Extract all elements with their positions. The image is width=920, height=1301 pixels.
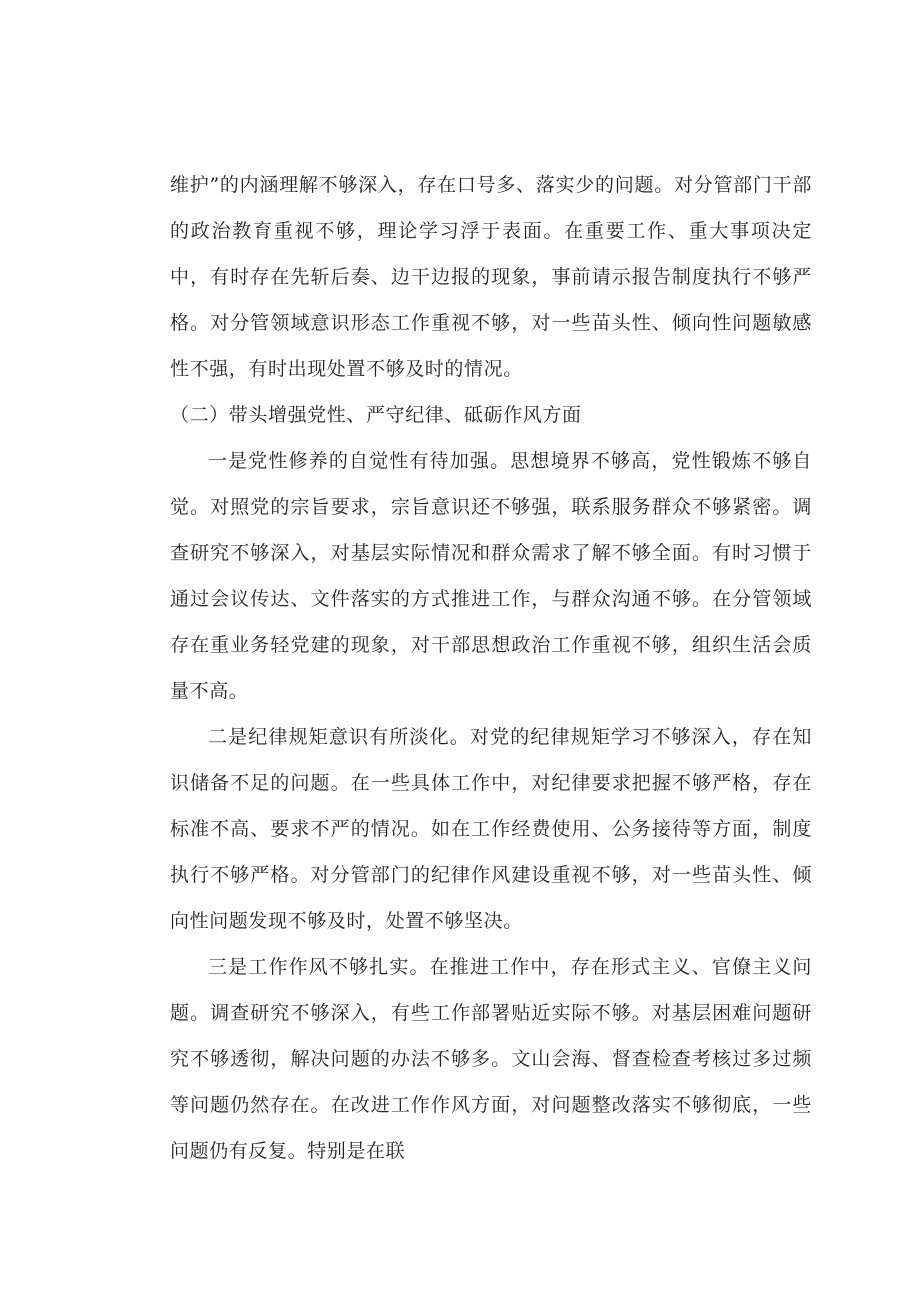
paragraph-work-style: 三是工作作风不够扎实。在推进工作中，存在形式主义、官僚主义问题。调查研究不够深入，有些工作部署贴近实际不够。对基层困难问题研究不够透彻，解决问题的办法不够多。文山会海、督查检查考核过多过频等问题仍然存在。在改进工作作风方面，对问题整改落实不够彻底，一些问题仍有反复。特别是在联 — [170, 956, 812, 1162]
paragraph-discipline: 二是纪律规矩意识有所淡化。对党的纪律规矩学习不够深入，存在知识储备不足的问题。在一些具体工作中，对纪律要求把握不够严格，存在标准不高、要求不严的情况。如在工作经费使用、公务接待等方面，制度执行不够严格。对分管部门的纪律作风建设重视不够，对一些苗头性、倾向性问题发现不够及时，处置不够坚决。 — [170, 726, 812, 932]
paragraph-continued: 维护”的内涵理解不够深入，存在口号多、落实少的问题。对分管部门干部的政治教育重视不够，理论学习浮于表面。在重要工作、重大事项决定中，有时存在先斩后奏、边干边报的现象，事前请示报告制度执行不够严格。对分管领域意识形态工作重视不够，对一些苗头性、倾向性问题敏感性不强，有时出现处置不够及时的情况。 — [170, 174, 812, 380]
section-heading: （二）带头增强党性、严守纪律、砥砺作风方面 — [170, 404, 582, 426]
document-body — [170, 162, 812, 1174]
paragraph-party-spirit: 一是党性修养的自觉性有待加强。思想境界不够高，党性锻炼不够自觉。对照党的宗旨要求，宗旨意识还不够强，联系服务群众不够紧密。调查研究不够深入，对基层实际情况和群众需求了解不够全面。有时习惯于通过会议传达、文件落实的方式推进工作，与群众沟通不够。在分管领域存在重业务轻党建的现象，对干部思想政治工作重视不够，组织生活会质量不高。 — [170, 450, 812, 702]
